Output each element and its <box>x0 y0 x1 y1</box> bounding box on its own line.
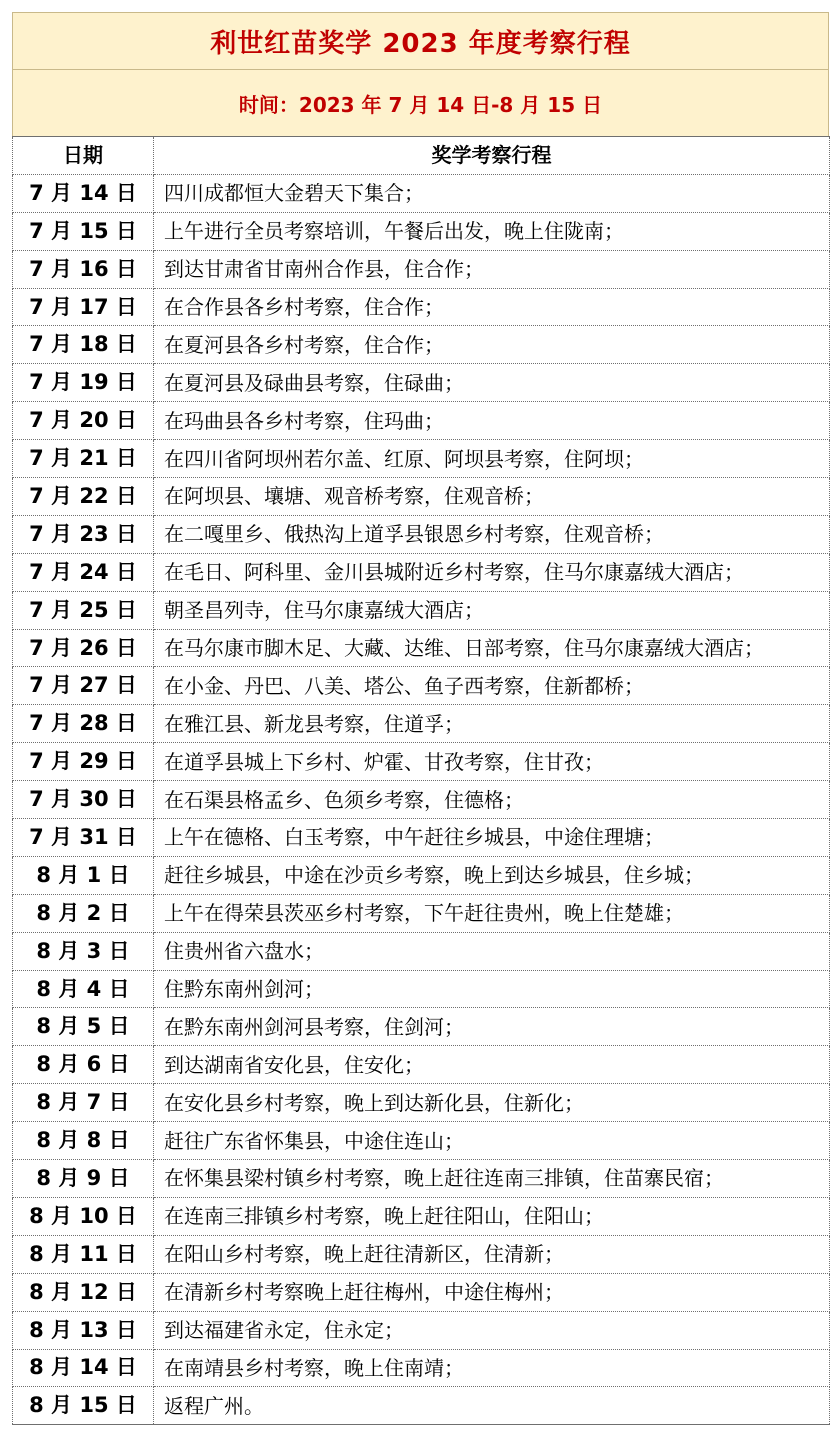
date-cell: 7 月 29 日 <box>13 743 154 781</box>
table-row <box>13 250 830 288</box>
plan-cell: 在清新乡村考察晚上赶往梅州，中途住梅州； <box>154 1273 830 1311</box>
date-cell: 7 月 20 日 <box>13 402 154 440</box>
plan-cell: 在石渠县格孟乡、色须乡考察，住德格； <box>154 781 830 819</box>
date-cell: 7 月 16 日 <box>13 250 154 288</box>
date-cell: 8 月 13 日 <box>13 1311 154 1349</box>
table-row <box>13 478 830 516</box>
plan-cell: 在小金、丹巴、八美、塔公、鱼子西考察，住新都桥； <box>154 667 830 705</box>
plan-cell: 在夏河县及碌曲县考察，住碌曲； <box>154 364 830 402</box>
date-cell: 8 月 8 日 <box>13 1122 154 1160</box>
table-row <box>13 326 830 364</box>
plan-cell: 在夏河县各乡村考察，住合作； <box>154 326 830 364</box>
table-row <box>13 743 830 781</box>
table-row <box>13 1311 830 1349</box>
table-row <box>13 781 830 819</box>
date-cell: 7 月 24 日 <box>13 553 154 591</box>
plan-cell: 在阿坝县、壤塘、观音桥考察，住观音桥； <box>154 478 830 516</box>
date-cell: 7 月 18 日 <box>13 326 154 364</box>
date-cell: 7 月 25 日 <box>13 591 154 629</box>
plan-cell: 返程广州。 <box>154 1387 830 1425</box>
plan-column-header: 奖学考察行程 <box>154 137 830 175</box>
table-row <box>13 1349 830 1387</box>
date-cell: 7 月 14 日 <box>13 174 154 212</box>
plan-cell: 在玛曲县各乡村考察，住玛曲； <box>154 402 830 440</box>
plan-cell: 在怀集县梁村镇乡村考察，晚上赶往连南三排镇，住苗寨民宿； <box>154 1160 830 1198</box>
itinerary-table <box>12 136 830 1425</box>
date-cell: 7 月 19 日 <box>13 364 154 402</box>
table-row <box>13 819 830 857</box>
table-row <box>13 1387 830 1425</box>
table-row <box>13 1197 830 1235</box>
date-cell: 8 月 9 日 <box>13 1160 154 1198</box>
date-column-header: 日期 <box>13 137 154 175</box>
date-cell: 7 月 28 日 <box>13 705 154 743</box>
table-row <box>13 1084 830 1122</box>
table-row <box>13 364 830 402</box>
date-cell: 7 月 26 日 <box>13 629 154 667</box>
plan-cell: 在南靖县乡村考察，晚上住南靖； <box>154 1349 830 1387</box>
plan-cell: 赶往广东省怀集县，中途住连山； <box>154 1122 830 1160</box>
date-cell: 7 月 17 日 <box>13 288 154 326</box>
table-row <box>13 288 830 326</box>
table-row <box>13 667 830 705</box>
date-cell: 8 月 14 日 <box>13 1349 154 1387</box>
plan-cell: 在道孚县城上下乡村、炉霍、甘孜考察，住甘孜； <box>154 743 830 781</box>
date-cell: 8 月 4 日 <box>13 970 154 1008</box>
date-cell: 8 月 6 日 <box>13 1046 154 1084</box>
date-cell: 7 月 23 日 <box>13 515 154 553</box>
table-row <box>13 1273 830 1311</box>
plan-cell: 在连南三排镇乡村考察，晚上赶往阳山，住阳山； <box>154 1197 830 1235</box>
table-row <box>13 1122 830 1160</box>
plan-cell: 在四川省阿坝州若尔盖、红原、阿坝县考察，住阿坝； <box>154 440 830 478</box>
table-row <box>13 705 830 743</box>
date-cell: 7 月 31 日 <box>13 819 154 857</box>
page-title: 利世红苗奖学 2023 年度考察行程 <box>210 28 631 59</box>
plan-cell: 住黔东南州剑河； <box>154 970 830 1008</box>
date-cell: 8 月 2 日 <box>13 894 154 932</box>
title-banner <box>12 12 829 70</box>
plan-cell: 在安化县乡村考察，晚上到达新化县，住新化； <box>154 1084 830 1122</box>
date-cell: 7 月 30 日 <box>13 781 154 819</box>
plan-cell: 赶往乡城县，中途在沙贡乡考察，晚上到达乡城县，住乡城； <box>154 856 830 894</box>
plan-cell: 在二嘎里乡、俄热沟上道孚县银恩乡村考察，住观音桥； <box>154 515 830 553</box>
table-row <box>13 1008 830 1046</box>
plan-cell: 在雅江县、新龙县考察，住道孚； <box>154 705 830 743</box>
date-cell: 7 月 27 日 <box>13 667 154 705</box>
table-row <box>13 1235 830 1273</box>
table-row <box>13 553 830 591</box>
date-cell: 8 月 10 日 <box>13 1197 154 1235</box>
date-cell: 8 月 15 日 <box>13 1387 154 1425</box>
table-row <box>13 894 830 932</box>
table-row <box>13 402 830 440</box>
table-row <box>13 629 830 667</box>
date-cell: 8 月 12 日 <box>13 1273 154 1311</box>
date-range-banner <box>12 70 829 136</box>
date-cell: 7 月 22 日 <box>13 478 154 516</box>
plan-cell: 上午在德格、白玉考察，中午赶往乡城县，中途住理塘； <box>154 819 830 857</box>
plan-cell: 在阳山乡村考察，晚上赶往清新区，住清新； <box>154 1235 830 1273</box>
table-header-row <box>13 137 830 175</box>
plan-cell: 在黔东南州剑河县考察，住剑河； <box>154 1008 830 1046</box>
plan-cell: 到达湖南省安化县，住安化； <box>154 1046 830 1084</box>
table-row <box>13 1160 830 1198</box>
date-cell: 7 月 21 日 <box>13 440 154 478</box>
table-row <box>13 515 830 553</box>
plan-cell: 在马尔康市脚木足、大藏、达维、日部考察，住马尔康嘉绒大酒店； <box>154 629 830 667</box>
plan-cell: 住贵州省六盘水； <box>154 932 830 970</box>
plan-cell: 上午进行全员考察培训，午餐后出发，晚上住陇南； <box>154 212 830 250</box>
table-row <box>13 212 830 250</box>
plan-cell: 上午在得荣县茨巫乡村考察，下午赶往贵州，晚上住楚雄； <box>154 894 830 932</box>
itinerary-rows <box>13 174 830 1424</box>
date-cell: 8 月 11 日 <box>13 1235 154 1273</box>
table-row <box>13 174 830 212</box>
date-cell: 8 月 1 日 <box>13 856 154 894</box>
date-cell: 8 月 7 日 <box>13 1084 154 1122</box>
plan-cell: 到达福建省永定，住永定； <box>154 1311 830 1349</box>
table-row <box>13 591 830 629</box>
table-row <box>13 1046 830 1084</box>
table-row <box>13 440 830 478</box>
table-row <box>13 856 830 894</box>
plan-cell: 在合作县各乡村考察，住合作； <box>154 288 830 326</box>
table-row <box>13 932 830 970</box>
date-cell: 7 月 15 日 <box>13 212 154 250</box>
date-cell: 8 月 3 日 <box>13 932 154 970</box>
plan-cell: 朝圣昌列寺，住马尔康嘉绒大酒店； <box>154 591 830 629</box>
date-range-text: 时间：2023 年 7 月 14 日-8 月 15 日 <box>238 92 603 117</box>
plan-cell: 在毛日、阿科里、金川县城附近乡村考察，住马尔康嘉绒大酒店； <box>154 553 830 591</box>
table-row <box>13 970 830 1008</box>
plan-cell: 到达甘肃省甘南州合作县，住合作； <box>154 250 830 288</box>
plan-cell: 四川成都恒大金碧天下集合； <box>154 174 830 212</box>
date-cell: 8 月 5 日 <box>13 1008 154 1046</box>
